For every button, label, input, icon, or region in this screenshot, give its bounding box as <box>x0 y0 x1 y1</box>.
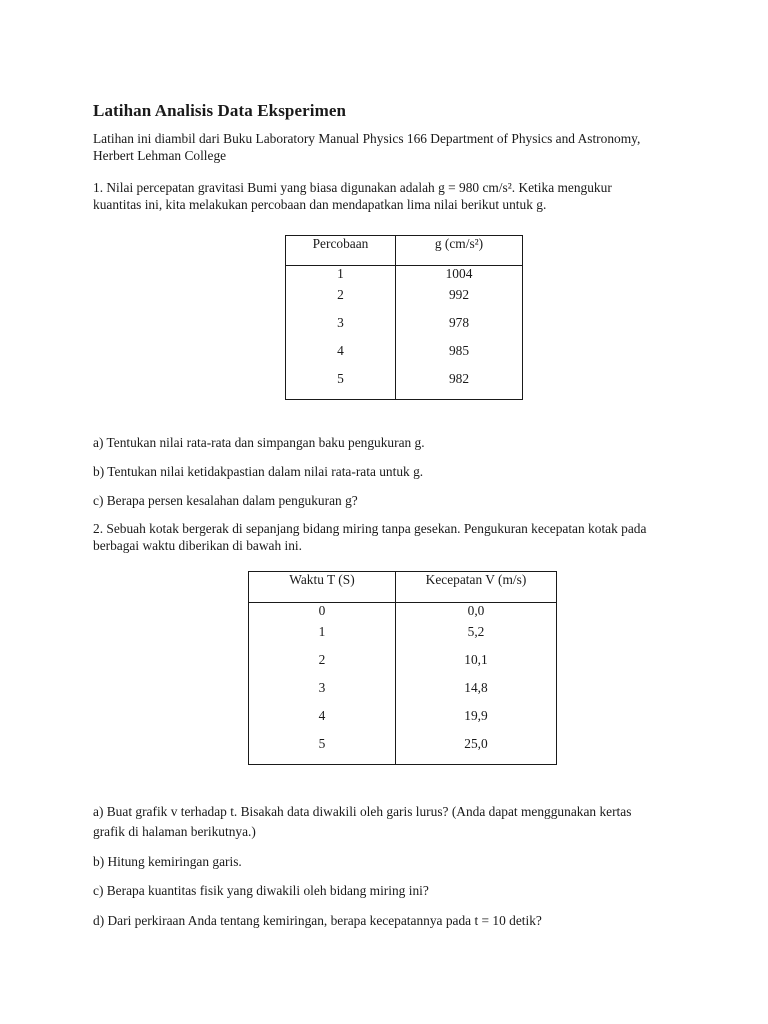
table-cell: 10,1 <box>396 652 557 680</box>
page-title: Latihan Analisis Data Eksperimen <box>93 101 347 120</box>
question-2a: a) Buat grafik v terhadap t. Bisakah data diwakili oleh garis lurus? (Anda dapat menggunakan kertas grafik di halaman berikutnya.) <box>93 804 632 839</box>
table-cell: 992 <box>396 287 523 315</box>
table-cell: 5,2 <box>396 624 557 652</box>
table-header: Kecepatan V (m/s) <box>396 572 557 603</box>
problem-1-text: 1. Nilai percepatan gravitasi Bumi yang biasa digunakan adalah g = 980 cm/s². Ketika mengukur kuantitas ini, kita melakukan percobaan dan mendapatkan lima nilai berikut untuk g. <box>93 180 612 212</box>
table-cell: 978 <box>396 315 523 343</box>
table-row <box>286 315 523 343</box>
problem-2-questions <box>93 802 663 929</box>
problem-1-questions <box>93 434 663 554</box>
table-row <box>286 371 523 400</box>
table-cell: 1 <box>249 624 396 652</box>
table-row <box>249 736 557 765</box>
question-1b: b) Tentukan nilai ketidakpastian dalam nilai rata-rata untuk g. <box>93 464 424 479</box>
table-header: Percobaan <box>286 236 396 266</box>
table-row <box>249 603 557 625</box>
table-row <box>249 708 557 736</box>
gravity-measurements-table <box>285 235 523 400</box>
table-cell: 3 <box>249 680 396 708</box>
table-cell: 25,0 <box>396 736 557 765</box>
table-header: Waktu T (S) <box>249 572 396 603</box>
table-cell: 1 <box>286 266 396 288</box>
table-header: g (cm/s²) <box>396 236 523 266</box>
question-2b: b) Hitung kemiringan garis. <box>93 854 242 869</box>
table-cell: 5 <box>249 736 396 765</box>
table-cell: 19,9 <box>396 708 557 736</box>
table-row <box>286 266 523 288</box>
question-1a: a) Tentukan nilai rata-rata dan simpangan baku pengukuran g. <box>93 435 425 450</box>
table-cell: 0,0 <box>396 603 557 625</box>
table-cell: 3 <box>286 315 396 343</box>
question-2d: d) Dari perkiraan Anda tentang kemiringan, berapa kecepatannya pada t = 10 detik? <box>93 913 542 928</box>
question-1c: c) Berapa persen kesalahan dalam pengukuran g? <box>93 493 358 508</box>
table-row <box>249 680 557 708</box>
document-page <box>93 101 653 213</box>
table-cell: 4 <box>249 708 396 736</box>
table-row <box>286 343 523 371</box>
table-cell: 982 <box>396 371 523 400</box>
table-cell: 1004 <box>396 266 523 288</box>
velocity-measurements-table <box>248 571 557 765</box>
table-cell: 4 <box>286 343 396 371</box>
table-row <box>249 624 557 652</box>
table-cell: 2 <box>249 652 396 680</box>
table-row <box>286 287 523 315</box>
table-cell: 0 <box>249 603 396 625</box>
table-cell: 5 <box>286 371 396 400</box>
table-row <box>249 652 557 680</box>
table-cell: 985 <box>396 343 523 371</box>
table-cell: 14,8 <box>396 680 557 708</box>
table-cell: 2 <box>286 287 396 315</box>
problem-2-text: 2. Sebuah kotak bergerak di sepanjang bidang miring tanpa gesekan. Pengukuran kecepatan kotak pada berbagai waktu diberikan di bawah ini. <box>93 521 647 553</box>
intro-paragraph: Latihan ini diambil dari Buku Laboratory Manual Physics 166 Department of Physics and Astronomy, Herbert Lehman College <box>93 131 641 163</box>
question-2c: c) Berapa kuantitas fisik yang diwakili oleh bidang miring ini? <box>93 883 429 898</box>
